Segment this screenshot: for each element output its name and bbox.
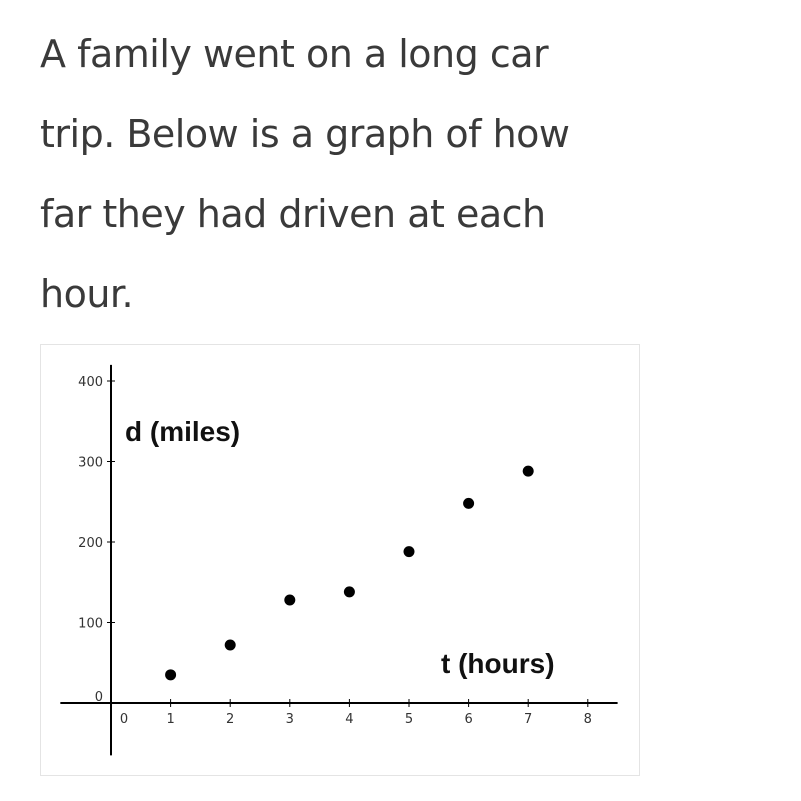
y-tick-label: 400 [78,375,103,390]
x-tick-label: 3 [285,712,294,727]
x-tick-label: 0 [119,712,129,727]
x-tick-label: 5 [404,712,414,727]
x-tick-label: 6 [464,712,473,727]
question-line: hour. [40,272,134,316]
data-point [523,466,534,477]
data-point [404,546,415,557]
y-tick-label: 300 [78,455,103,471]
question-text [40,14,660,334]
data-point [344,586,355,597]
question-line: A family went on a long car [40,32,549,76]
scatter-chart [41,345,639,775]
y-tick-label: 0 [94,690,103,705]
data-point [165,669,176,680]
question-line: trip. Below is a graph of how [40,112,570,156]
y-axis-title: d (miles) [125,416,241,447]
data-point [463,498,474,509]
data-point [225,640,236,651]
x-axis-title: t (hours) [441,648,555,679]
chart-card [40,344,640,776]
x-tick-label: 4 [345,712,354,727]
data-point [284,594,295,605]
y-tick-label: 200 [78,536,103,551]
x-tick-label: 7 [524,712,533,727]
y-tick-label: 100 [78,616,103,632]
x-tick-label: 1 [166,712,175,727]
x-tick-label: 2 [226,712,235,727]
question-line: far they had driven at each [40,192,546,236]
x-tick-label: 8 [583,712,592,727]
